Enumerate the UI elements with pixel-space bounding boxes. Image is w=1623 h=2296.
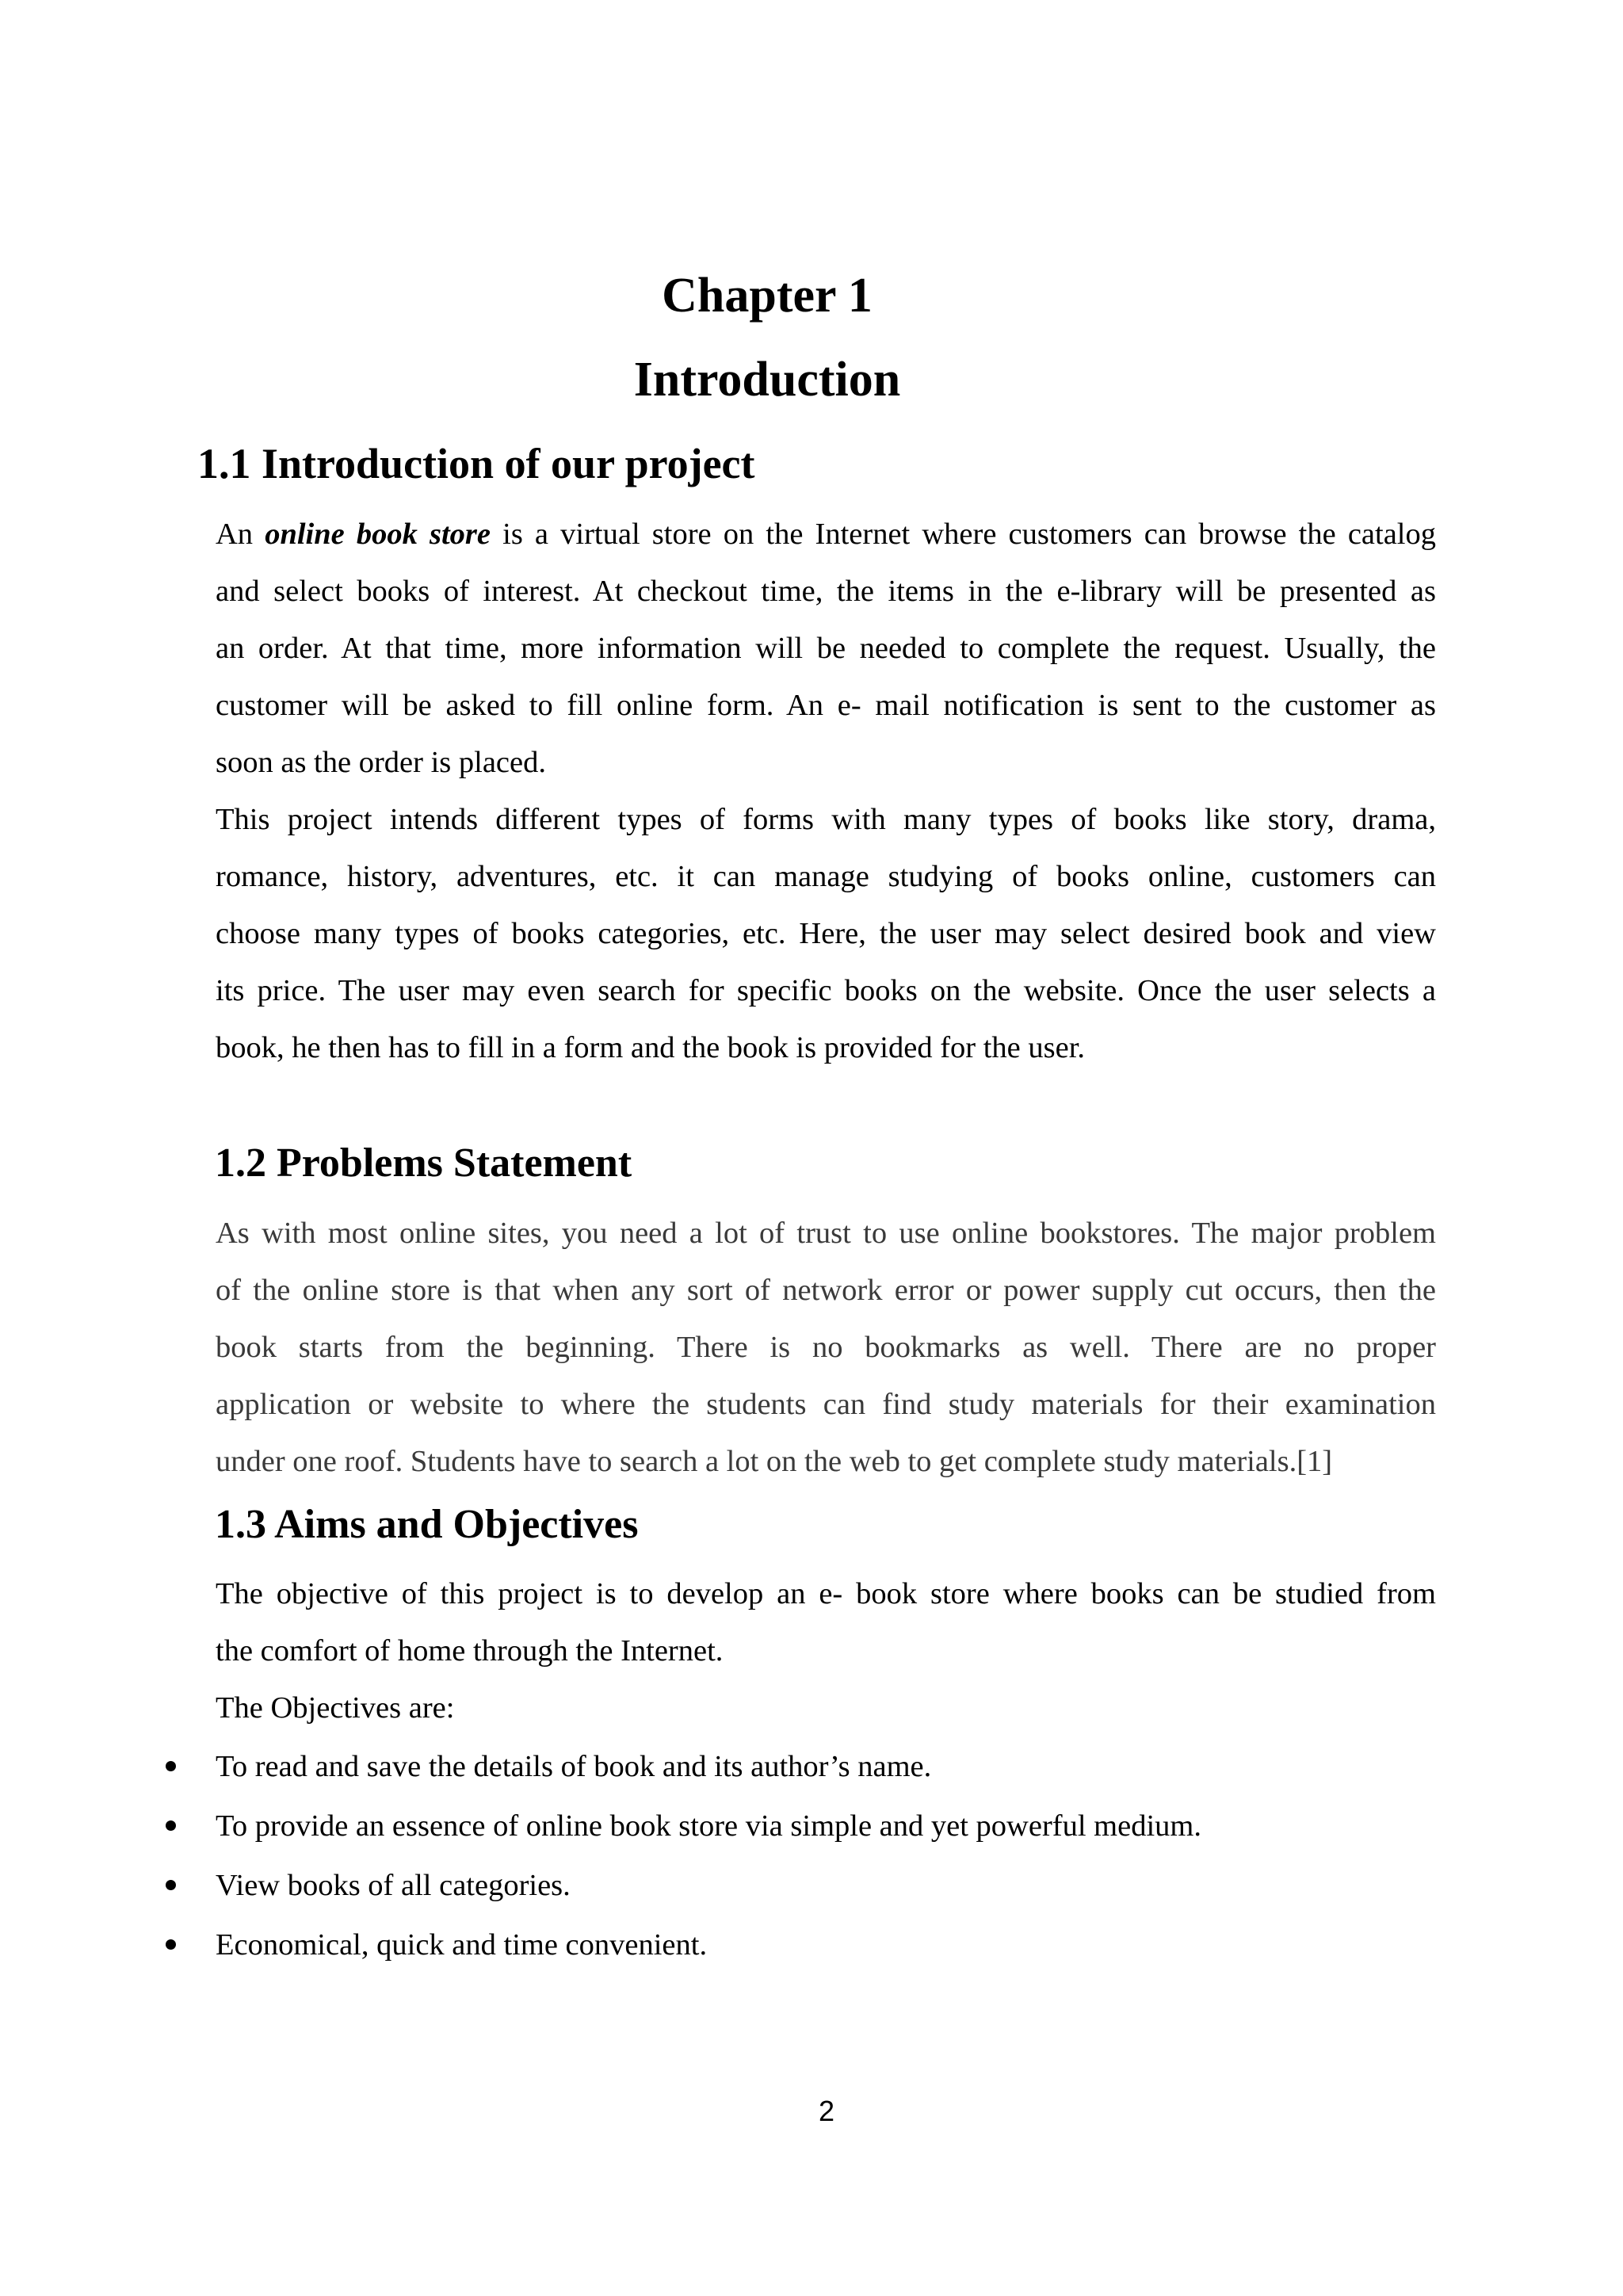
paragraph-line: choose many types of books categories, etc. Here, the user may select desired book and view — [216, 917, 1436, 950]
paragraph-line: romance, history, adventures, etc. it can manage studying of books online, customers can — [216, 860, 1436, 893]
list-item-text: To provide an essence of online book store via simple and yet powerful medium. — [216, 1809, 1201, 1843]
list-item-text: To read and save the details of book and its author’s name. — [216, 1750, 932, 1783]
section-heading-1-1: 1.1 Introduction of our project — [197, 440, 755, 487]
objectives-paragraph — [216, 1565, 1436, 1736]
list-item — [0, 1737, 1623, 1797]
chapter-number: Chapter 1 — [662, 269, 873, 323]
bullet-icon — [166, 1761, 176, 1771]
bullet-icon — [166, 1820, 176, 1831]
list-item-text: Economical, quick and time convenient. — [216, 1928, 708, 1962]
chapter-title: Introduction — [633, 353, 901, 407]
paragraph-line — [216, 506, 1436, 563]
section-heading-1-2: 1.2 Problems Statement — [215, 1140, 632, 1186]
paragraph-line: soon as the order is placed. — [216, 746, 546, 779]
paragraph-line: and select books of interest. At checkout time, the items in the e-library will be presented as — [216, 575, 1436, 608]
paragraph-line: application or website to where the students can find study materials for their examination — [216, 1388, 1436, 1421]
intro-paragraph-2 — [216, 791, 1436, 1076]
objectives-list — [0, 1737, 1623, 1975]
list-item-text: View books of all categories. — [216, 1869, 571, 1902]
bullet-icon — [166, 1880, 176, 1890]
bullet-icon — [166, 1939, 176, 1950]
line-rest: is a virtual store on the Internet where customers can browse the catalog — [491, 518, 1436, 551]
list-item — [0, 1916, 1623, 1975]
problem-statement-paragraph — [216, 1205, 1436, 1490]
paragraph-line: customer will be asked to fill online form. An e- mail notification is sent to the customer as — [216, 689, 1436, 722]
paragraph-line: an order. At that time, more information will be needed to complete the request. Usually, the — [216, 632, 1436, 665]
list-item — [0, 1797, 1623, 1856]
paragraph-line: book, he then has to fill in a form and the book is provided for the user. — [216, 1031, 1086, 1064]
paragraph-line: The Objectives are: — [216, 1691, 455, 1725]
intro-paragraph-1 — [216, 506, 1436, 791]
list-item — [0, 1856, 1623, 1916]
paragraph-line: its price. The user may even search for specific books on the website. Once the user selects a — [216, 974, 1436, 1007]
paragraph-line: As with most online sites, you need a lot of trust to use online bookstores. The major problem — [216, 1217, 1436, 1250]
paragraph-line: the comfort of home through the Internet. — [216, 1634, 724, 1668]
paragraph-line: of the online store is that when any sort of network error or power supply cut occurs, then the — [216, 1274, 1436, 1307]
emphasis-text: online book store — [265, 518, 491, 551]
paragraph-line: book starts from the beginning. There is no bookmarks as well. There are no proper — [216, 1331, 1436, 1364]
paragraph-line: under one roof. Students have to search a lot on the web to get complete study materials.[1] — [216, 1445, 1333, 1478]
paragraph-line: This project intends different types of forms with many types of books like story, drama, — [216, 803, 1436, 836]
paragraph-line: The objective of this project is to develop an e- book store where books can be studied from — [216, 1577, 1436, 1610]
page-number: 2 — [818, 2095, 835, 2127]
section-heading-1-3: 1.3 Aims and Objectives — [215, 1502, 639, 1547]
lead-text: An — [216, 518, 265, 551]
